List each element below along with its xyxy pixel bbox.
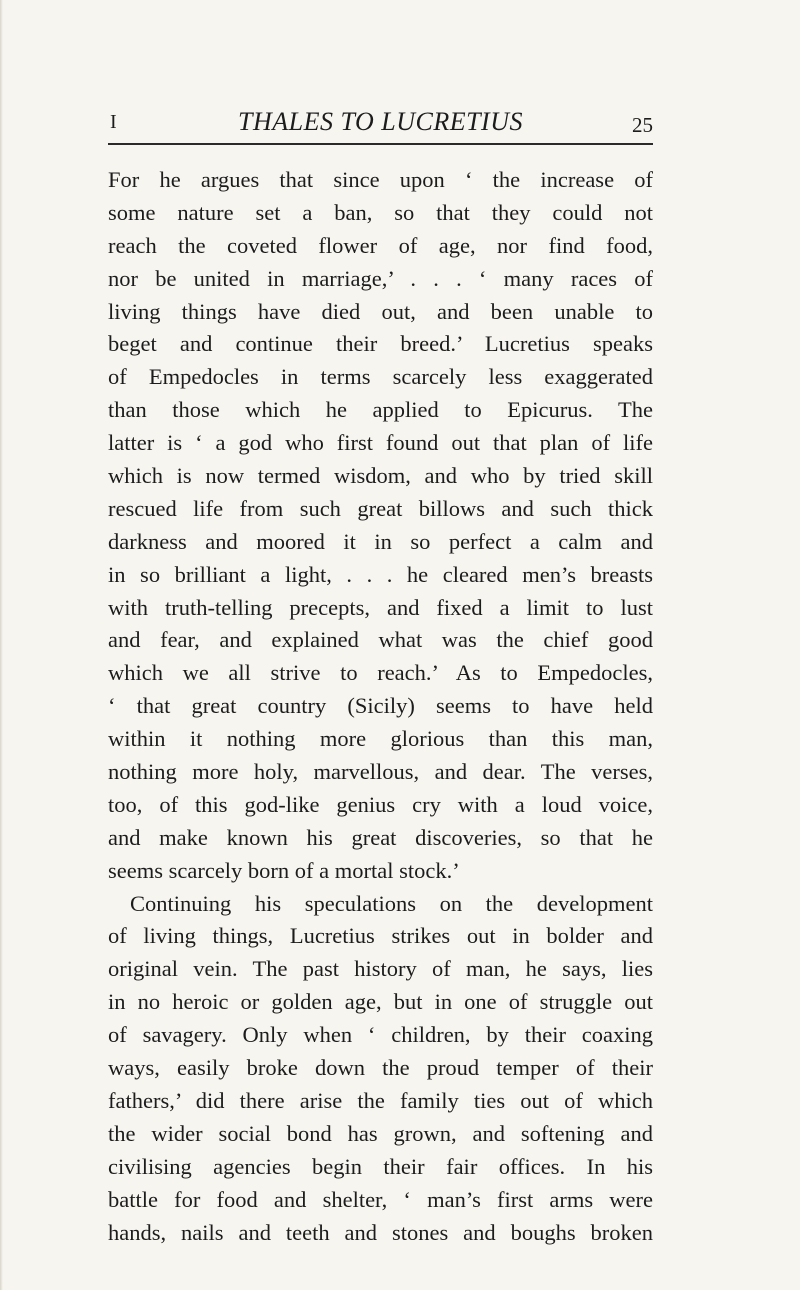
text-line: nor be united in marriage,’ . . . ‘ many races of xyxy=(108,265,653,291)
text-line: beget and continue their breed.’ Lucretius speaks xyxy=(108,331,653,357)
text-line: which is now termed wisdom, and who by tried skill xyxy=(108,463,653,489)
body-text xyxy=(108,164,653,1249)
text-line: and fear, and explained what was the chief good xyxy=(108,627,653,653)
header-rule xyxy=(108,143,653,145)
text-line: latter is ‘ a god who first found out that plan of life xyxy=(108,430,653,456)
chapter-numeral: I xyxy=(110,111,117,133)
text-line-paragraph-end: seems scarcely born of a mortal stock.’ xyxy=(108,857,460,883)
text-line: ‘ that great country (Sicily) seems to have held xyxy=(108,693,653,719)
text-line: living things have died out, and been unable to xyxy=(108,298,653,324)
text-line: reach the coveted flower of age, nor find food, xyxy=(108,232,653,258)
running-title: THALES TO LUCRETIUS xyxy=(238,107,523,136)
text-line: of living things, Lucretius strikes out in bolder and xyxy=(108,923,653,949)
text-line: too, of this god-like genius cry with a loud voice, xyxy=(108,791,653,817)
text-line: in no heroic or golden age, but in one of struggle out xyxy=(108,989,653,1015)
text-line: of Empedocles in terms scarcely less exaggerated xyxy=(108,364,653,390)
text-line: which we all strive to reach.’ As to Empedocles, xyxy=(108,660,653,686)
text-line: the wider social bond has grown, and softening and xyxy=(108,1120,653,1146)
text-line: fathers,’ did there arise the family ties out of which xyxy=(108,1087,653,1113)
page-number: 25 xyxy=(632,113,653,137)
text-line: battle for food and shelter, ‘ man’s first arms were xyxy=(108,1186,653,1212)
text-line: civilising agencies begin their fair offices. In his xyxy=(108,1153,653,1179)
text-line: original vein. The past history of man, he says, lies xyxy=(108,956,653,982)
text-line: of savagery. Only when ‘ children, by their coaxing xyxy=(108,1022,653,1048)
running-header xyxy=(108,104,653,144)
text-line: with truth-telling precepts, and fixed a limit to lust xyxy=(108,594,653,620)
text-line: hands, nails and teeth and stones and boughs broken xyxy=(108,1219,653,1245)
text-line: ways, easily broke down the proud temper of their xyxy=(108,1055,653,1081)
text-line: and make known his great discoveries, so that he xyxy=(108,824,653,850)
text-line: some nature set a ban, so that they could not xyxy=(108,199,653,225)
text-line-paragraph-start: Continuing his speculations on the development xyxy=(130,890,653,916)
text-line: For he argues that since upon ‘ the increase of xyxy=(108,167,653,192)
text-line: within it nothing more glorious than this man, xyxy=(108,726,653,752)
text-line: darkness and moored it in so perfect a calm and xyxy=(108,528,653,554)
text-line: rescued life from such great billows and such thick xyxy=(108,495,653,521)
page-edge-shadow xyxy=(0,0,3,1290)
text-line: nothing more holy, marvellous, and dear. The verses, xyxy=(108,759,653,785)
text-line: in so brilliant a light, . . . he cleared men’s breasts xyxy=(108,561,653,587)
text-line: than those which he applied to Epicurus. The xyxy=(108,397,653,423)
